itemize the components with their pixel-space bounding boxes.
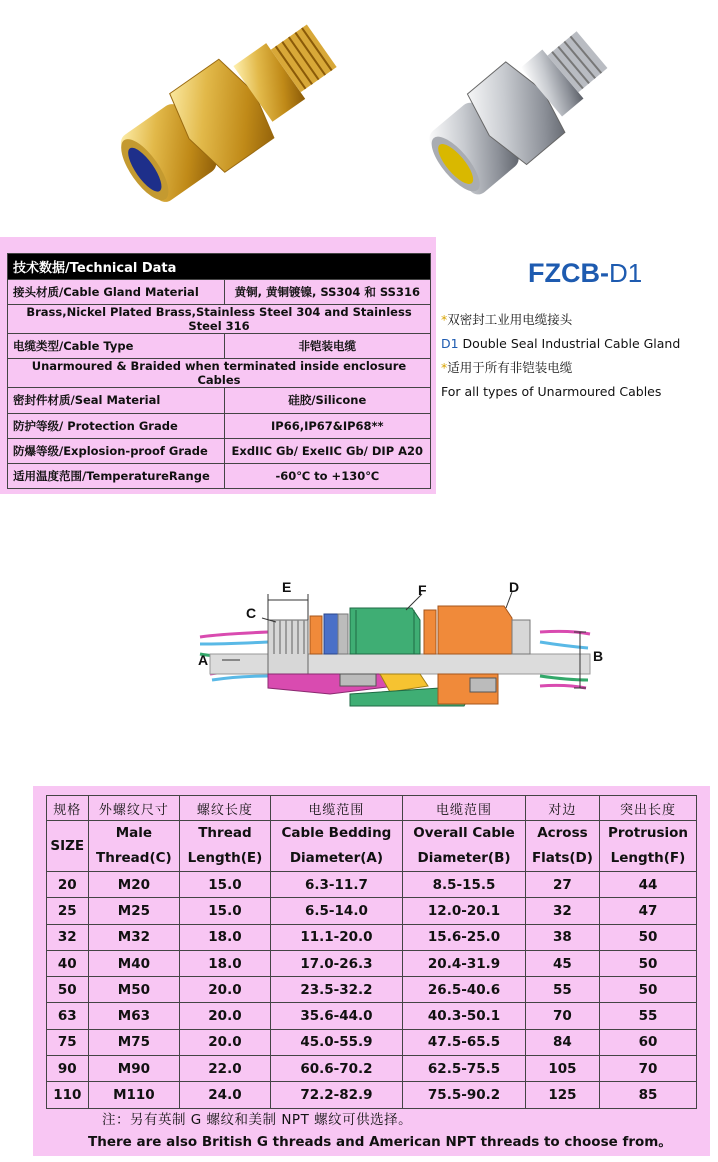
table-row: [47, 872, 697, 898]
table-cell: 40: [47, 950, 89, 976]
header-cell-zh: 规格: [47, 796, 89, 821]
model-code: D1: [608, 258, 643, 288]
header-cell-zh: 电缆范围: [403, 796, 526, 821]
table-cell: 125: [525, 1082, 599, 1108]
table-cell: 11.1-20.0: [270, 924, 403, 950]
table-cell: 70: [600, 1056, 697, 1082]
table-cell: 47: [600, 898, 697, 924]
cable-gland-cross-section-diagram: [180, 570, 620, 735]
table-cell: 25: [47, 898, 89, 924]
table-row: [47, 1056, 697, 1082]
table-cell: 60.6-70.2: [270, 1056, 403, 1082]
table-cell: 20.4-31.9: [403, 950, 526, 976]
table-cell: 60: [600, 1029, 697, 1055]
spec-value: -60℃ to +130℃: [224, 463, 430, 488]
table-cell: 32: [47, 924, 89, 950]
nut-ring: [424, 610, 436, 654]
spec-value: 黄铜, 黄铜镀镍, SS304 和 SS316: [224, 280, 430, 305]
header-cell-zh: 螺纹长度: [180, 796, 270, 821]
header-cell-en: [180, 821, 270, 872]
table-cell: 63: [47, 1003, 89, 1029]
table-cell: 90: [47, 1056, 89, 1082]
brass-cable-gland-photo: [110, 10, 350, 210]
table-cell: 12.0-20.1: [403, 898, 526, 924]
table-cell: M25: [88, 898, 180, 924]
note-zh: 注：另有英制 G 螺纹和美制 NPT 螺纹可供选择。: [102, 1112, 413, 1128]
table-cell: 22.0: [180, 1056, 270, 1082]
table-cell: 45: [525, 950, 599, 976]
header-line: Protrusion: [607, 825, 689, 841]
table-cell: M63: [88, 1003, 180, 1029]
header-line: Length(E): [187, 850, 263, 866]
spec-label: 防爆等级/Explosion-proof Grade: [8, 438, 225, 463]
main-body: [350, 608, 420, 654]
feature-line: [441, 356, 711, 380]
table-cell: 110: [47, 1082, 89, 1108]
spec-full-row: Unarmoured & Braided when terminated inside enclosure Cables: [8, 359, 431, 388]
dimension-label-b: B: [593, 648, 604, 664]
header-cell-zh: 对边: [525, 796, 599, 821]
spec-value: 硅胶/Silicone: [224, 388, 430, 413]
cap-nut: [438, 606, 512, 654]
feature-text: 适用于所有非铠装电缆: [447, 360, 573, 375]
size-header-zh: [47, 796, 697, 821]
spec-value: 非铠装电缆: [224, 334, 430, 359]
feature-line: [441, 308, 711, 332]
table-cell: M75: [88, 1029, 180, 1055]
table-cell: 47.5-65.5: [403, 1029, 526, 1055]
cable-exit: [512, 620, 530, 654]
note-en: There are also British G threads and American NPT threads to choose from。: [88, 1134, 672, 1150]
table-cell: 15.6-25.0: [403, 924, 526, 950]
dimension-label-e: E: [282, 579, 292, 595]
model-prefix: FZCB-: [528, 258, 609, 288]
spec-value: IP66,IP67&IP68**: [224, 413, 430, 438]
header-line: Diameter(A): [289, 850, 384, 866]
header-cell-zh: 外螺纹尺寸: [88, 796, 180, 821]
header-line: Length(F): [610, 850, 686, 866]
table-cell: 17.0-26.3: [270, 950, 403, 976]
table-cell: 50: [47, 977, 89, 1003]
table-cell: 20.0: [180, 1029, 270, 1055]
dimension-label-d: D: [509, 579, 520, 595]
table-cell: 20.0: [180, 977, 270, 1003]
table-cell: 27: [525, 872, 599, 898]
table-cell: M110: [88, 1082, 180, 1108]
table-row: [47, 1003, 697, 1029]
table-row: [47, 950, 697, 976]
table-cell: M50: [88, 977, 180, 1003]
spec-full-row: Brass,Nickel Plated Brass,Stainless Steel 304 and Stainless Steel 316: [8, 305, 431, 334]
header-cell-en: [88, 821, 180, 872]
cable-body: [210, 654, 590, 674]
table-cell: 105: [525, 1056, 599, 1082]
size-table: [46, 795, 697, 1109]
size-table-panel: [33, 786, 710, 1156]
table-cell: 44: [600, 872, 697, 898]
table-cell: 26.5-40.6: [403, 977, 526, 1003]
header-line: Flats(D): [531, 850, 593, 866]
table-cell: 55: [600, 1003, 697, 1029]
technical-data-table: [7, 253, 431, 489]
table-cell: 15.0: [180, 872, 270, 898]
header-cell-en: [403, 821, 526, 872]
table-cell: 85: [600, 1082, 697, 1108]
dimension-label-a: A: [198, 652, 209, 668]
star-icon: *: [441, 312, 448, 327]
table-cell: M40: [88, 950, 180, 976]
feature-line: [441, 332, 711, 356]
table-row: [47, 924, 697, 950]
size-header-en: [47, 821, 697, 872]
thread-option-note: [88, 1109, 672, 1153]
table-cell: 62.5-75.5: [403, 1056, 526, 1082]
table-cell: 40.3-50.1: [403, 1003, 526, 1029]
seal-ring: [324, 614, 338, 654]
table-cell: 32: [525, 898, 599, 924]
table-cell: 15.0: [180, 898, 270, 924]
table-cell: M20: [88, 872, 180, 898]
feature-code: D1: [441, 336, 459, 351]
table-cell: 23.5-32.2: [270, 977, 403, 1003]
header-cell-zh: 突出长度: [600, 796, 697, 821]
spec-label: 密封件材质/Seal Material: [8, 388, 225, 413]
table-cell: 18.0: [180, 924, 270, 950]
table-cell: 38: [525, 924, 599, 950]
table-cell: 24.0: [180, 1082, 270, 1108]
table-cell: M32: [88, 924, 180, 950]
table-row: [47, 1029, 697, 1055]
header-line: Thread: [198, 825, 252, 841]
header-line: Cable Bedding: [281, 825, 392, 841]
feature-text: Double Seal Industrial Cable Gland: [458, 336, 681, 351]
table-row: [47, 1082, 697, 1108]
table-cell: M90: [88, 1056, 180, 1082]
header-cell-en: [525, 821, 599, 872]
header-line: Diameter(B): [417, 850, 511, 866]
table-cell: 70: [525, 1003, 599, 1029]
dimension-label-f: F: [418, 582, 427, 598]
table-row: [47, 977, 697, 1003]
table-cell: 84: [525, 1029, 599, 1055]
lower-seal-right: [470, 678, 496, 692]
header-line: SIZE: [50, 837, 85, 854]
header-cell-en: [47, 821, 89, 872]
dimension-label-c: C: [246, 605, 257, 621]
header-line: Across: [537, 825, 588, 841]
table-cell: 50: [600, 950, 697, 976]
feature-text: For all types of Unarmoured Cables: [441, 384, 662, 399]
header-cell-en: [600, 821, 697, 872]
technical-data-heading: 技术数据/Technical Data: [8, 254, 431, 280]
table-cell: 8.5-15.5: [403, 872, 526, 898]
table-cell: 6.5-14.0: [270, 898, 403, 924]
feature-text: 双密封工业用电缆接头: [447, 312, 573, 327]
header-line: Male: [115, 825, 153, 841]
washer: [338, 614, 348, 654]
spec-label: 接头材质/Cable Gland Material: [8, 280, 225, 305]
table-cell: 35.6-44.0: [270, 1003, 403, 1029]
header-line: Overall Cable: [413, 825, 515, 841]
table-row: [47, 898, 697, 924]
table-cell: 75: [47, 1029, 89, 1055]
size-rows: [47, 872, 697, 1109]
spec-label: 防护等级/ Protection Grade: [8, 413, 225, 438]
table-cell: 50: [600, 924, 697, 950]
feature-list: [441, 308, 711, 404]
seal-ring: [310, 616, 322, 654]
spec-label: 电缆类型/Cable Type: [8, 334, 225, 359]
header-cell-zh: 电缆范围: [270, 796, 403, 821]
header-line: Thread(C): [96, 850, 172, 866]
table-cell: 75.5-90.2: [403, 1082, 526, 1108]
spec-value: ExdIIC Gb/ ExeIIC Gb/ DIP A20: [224, 438, 430, 463]
lower-seal: [340, 674, 376, 686]
header-cell-en: [270, 821, 403, 872]
table-cell: 45.0-55.9: [270, 1029, 403, 1055]
star-icon: *: [441, 360, 448, 375]
model-title: [528, 258, 642, 289]
table-cell: 18.0: [180, 950, 270, 976]
table-cell: 20.0: [180, 1003, 270, 1029]
table-cell: 20: [47, 872, 89, 898]
table-cell: 6.3-11.7: [270, 872, 403, 898]
stainless-cable-gland-photo: [420, 20, 620, 200]
table-cell: 72.2-82.9: [270, 1082, 403, 1108]
table-cell: 50: [600, 977, 697, 1003]
table-cell: 55: [525, 977, 599, 1003]
feature-line: [441, 380, 711, 404]
technical-data-panel: [0, 237, 436, 494]
spec-label: 适用温度范围/TemperatureRange: [8, 463, 225, 488]
